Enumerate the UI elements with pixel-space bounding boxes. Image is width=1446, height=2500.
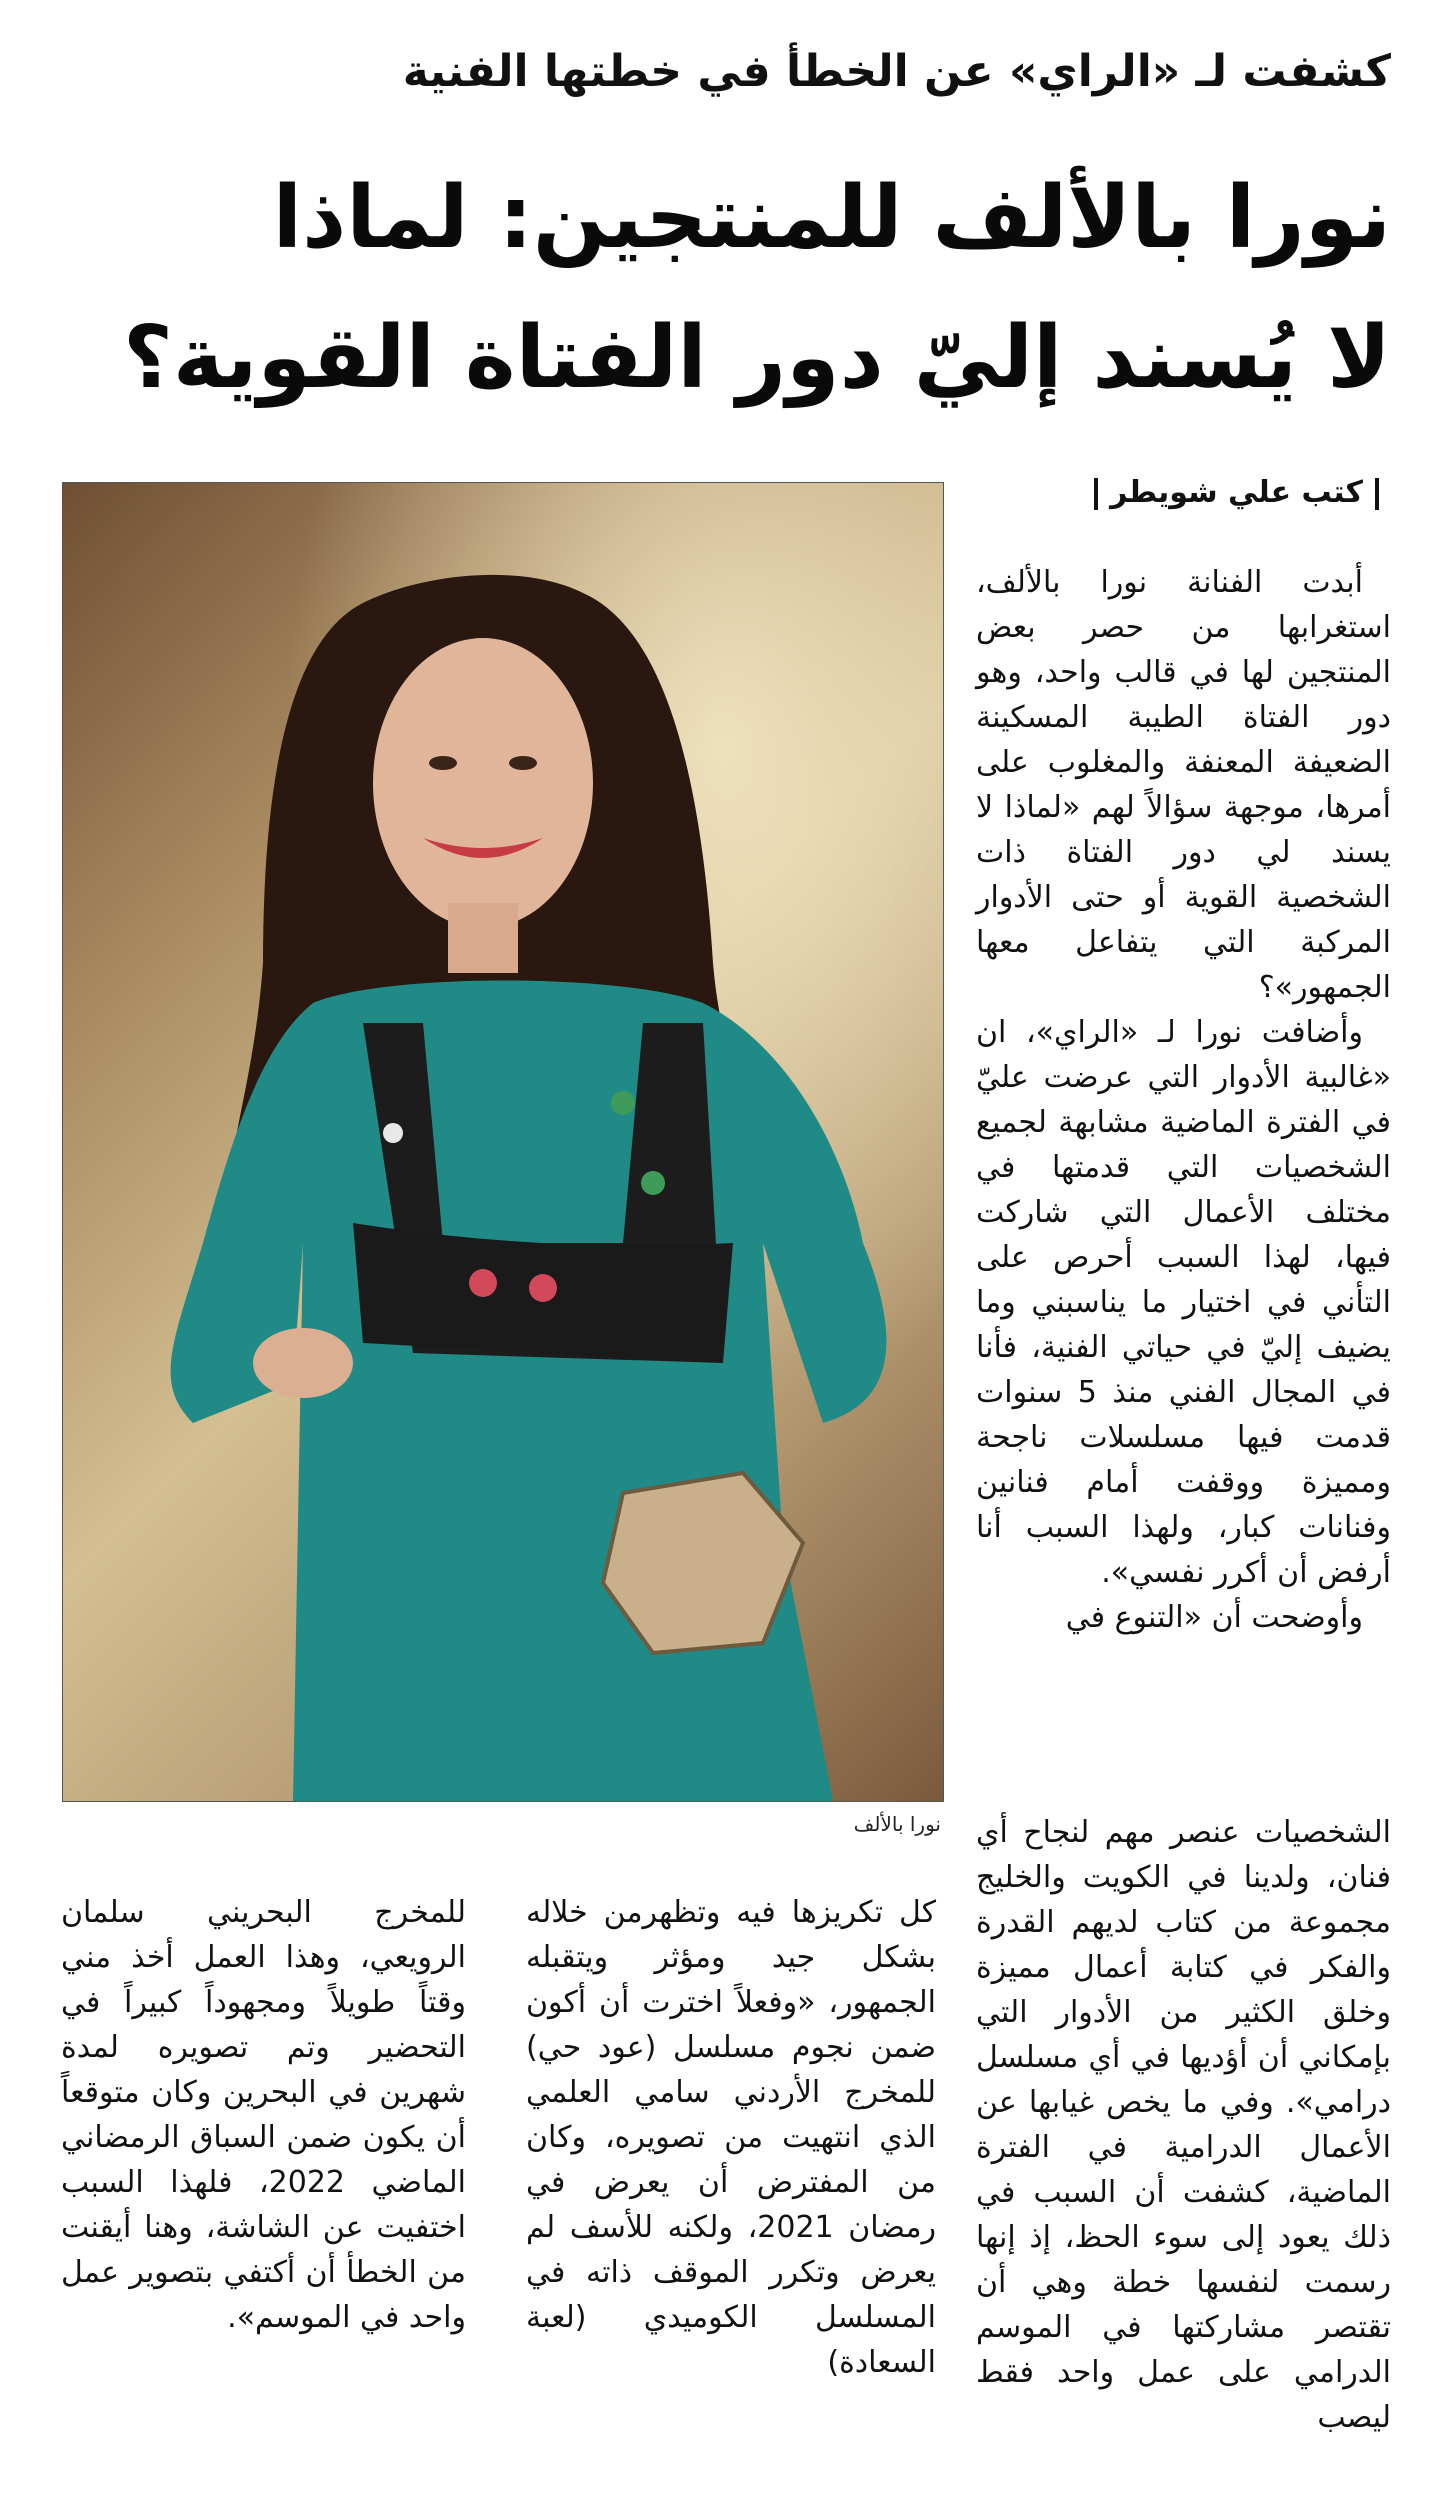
article-headline — [51, 148, 1391, 428]
column-middle — [526, 1890, 936, 2385]
photo-illustration — [63, 483, 943, 1801]
byline-bar-left — [1094, 478, 1098, 510]
article-photo — [62, 482, 944, 1802]
headline-line-2: لا يُسند إليّ دور الفتاة القوية؟ — [123, 308, 1391, 408]
paragraph-middle: كل تكريزها فيه وتظهرمن خلاله بشكل جيد ومؤثر ويتقبله الجمهور، «وفعلاً اخترت أن أكون ضمن نجوم مسلسل (عود حي) للمخرج الأردني سامي العلمي الذي انتهيت من تصويره، وكان من المفترض أن يعرض في رمضان 2021، ولكنه للأسف لم يعرض وتكرر الموقف ذاته في المسلسل الكوميدي (لعبة السعادة) — [526, 1895, 937, 2380]
paragraph-1: أبدت الفنانة نورا بالألف، استغرابها من حصر بعض المنتجين لها في قالب واحد، وهو دور الفتاة الطيبة المسكينة الضعيفة المعنفة والمغلوب على أمرها، موجهة سؤالاً لهم «لماذا لا يسند لي دور الفتاة ذات الشخصية القوية أو حتى الأدوار المركبة التي يتفاعل معها الجمهور»؟ — [976, 565, 1391, 1005]
paragraph-left: للمخرج البحريني سلمان الرويعي، وهذا العمل أخذ مني وقتاً طويلاً ومجهوداً كبيراً في التحضير وتم تصويره لمدة شهرين في البحرين وكان متوقعاً أن يكون ضمن السباق الرمضاني الماضي 2022، فلهذا السبب اختفيت عن الشاشة، وهنا أيقنت من الخطأ أن أكتفي بتصوير عمل واحد في الموسم». — [61, 1895, 466, 2335]
paragraph-3-start: وأوضحت أن «التنوع في — [1065, 1600, 1363, 1635]
photo-caption: نورا بالألف — [853, 1812, 941, 1836]
column-right-bottom — [976, 1810, 1391, 2440]
paragraph-2: وأضافت نورا لـ «الراي»، ان «غالبية الأدوار التي عرضت عليّ في الفترة الماضية مشابهة لجميع الشخصيات التي قدمتها في مختلف الأعمال التي شاركت فيها، لهذا السبب أحرص على التأني في اختيار ما يناسبني وما يضيف إليّ في حياتي الفنية، فأنا في المجال الفني منذ 5 سنوات قدمت فيها مسلسلات ناجحة ومميزة ووقفت أمام فنانين وفنانات كبار، ولهذا السبب أنا أرفض أن أكرر نفسي». — [976, 1015, 1391, 1590]
byline-text: كتب علي شويطر — [1110, 475, 1363, 510]
paragraph-3-cont: الشخصيات عنصر مهم لنجاح أي فنان، ولدينا في الكويت والخليج مجموعة من كتاب لديهم القدرة والفكر في كتابة أعمال مميزة وخلق الكثير من الأدوار التي بإمكاني أن أؤديها في أي مسلسل درامي». وفي ما يخص غيابها عن الأعمال الدرامية في الفترة الماضية، كشفت أن السبب في ذلك يعود إلى سوء الحظ، إذ إنها رسمت لنفسها خطة وهي أن تقتصر مشاركتها في الموسم الدرامي على عمل واحد فقط ليصب — [976, 1815, 1391, 2435]
column-right-top — [976, 560, 1391, 1640]
headline-line-1: نورا بالألف للمنتجين: لماذا — [272, 168, 1391, 268]
byline-bar-right — [1375, 478, 1379, 510]
byline — [971, 470, 1391, 516]
column-left — [61, 1890, 466, 2340]
article-kicker: كشفت لـ «الراي» عن الخطأ في خطتها الفنية — [402, 46, 1391, 97]
